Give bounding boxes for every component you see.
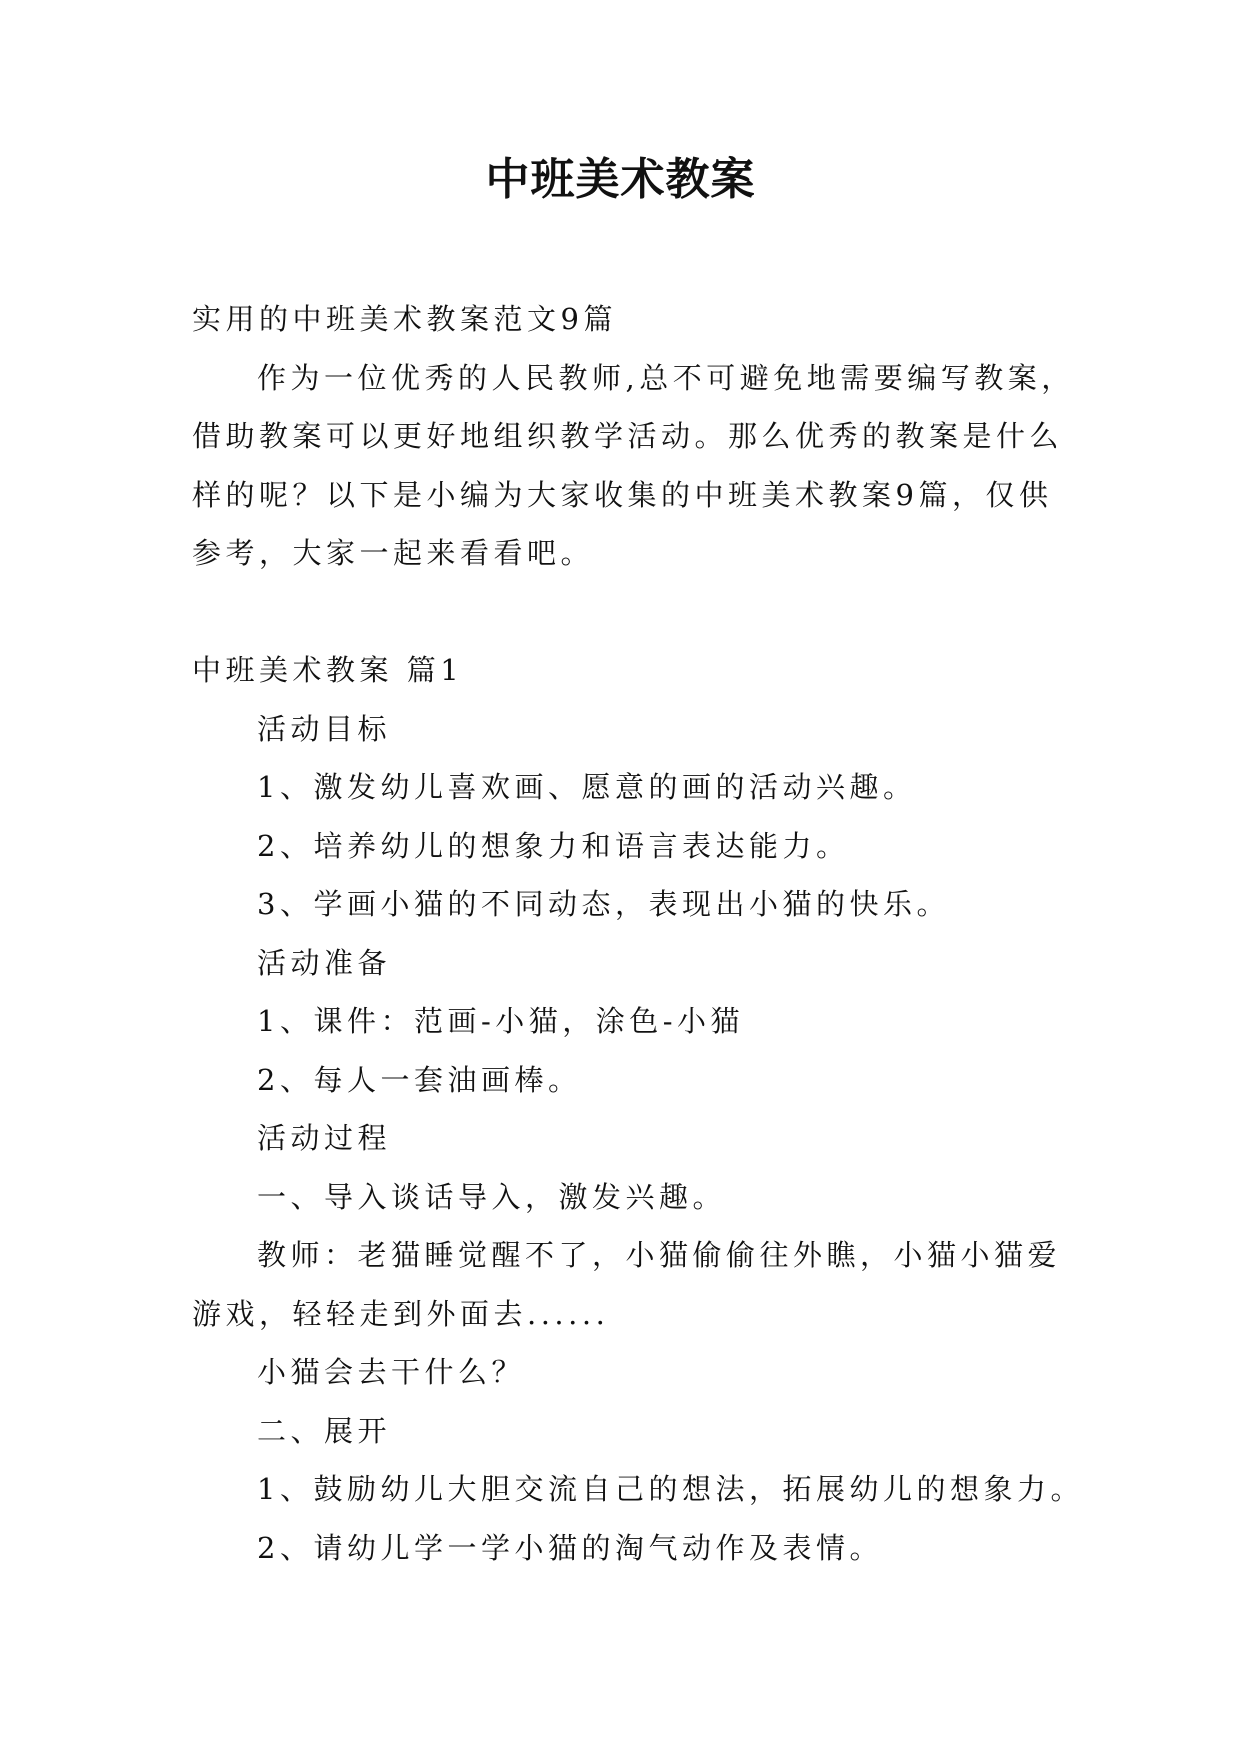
intro-line-1: 作为一位优秀的人民教师,总不可避免地需要编写教案， xyxy=(257,360,1075,395)
intro-line-4: 参考，大家一起来看看吧。 xyxy=(192,536,595,570)
expand-item-2: 2、请幼儿学一学小猫的淘气动作及表情。 xyxy=(257,1530,883,1565)
section-heading: 中班美术教案 篇1 xyxy=(192,653,464,687)
goal-item-3: 3、学画小猫的不同动态，表现出小猫的快乐。 xyxy=(257,887,950,921)
intro-line-2: 借助教案可以更好地组织教学活动。那么优秀的教案是什么 xyxy=(192,419,1064,453)
intro-line-3: 样的呢？以下是小编为大家收集的中班美术教案9篇，仅供 xyxy=(192,477,1053,512)
subtitle: 实用的中班美术教案范文9篇 xyxy=(192,302,617,336)
process-step-1: 一、导入谈话导入，激发兴趣。 xyxy=(257,1179,727,1214)
goal-item-1: 1、激发幼儿喜欢画、愿意的画的活动兴趣。 xyxy=(257,770,917,804)
document-title: 中班美术教案 xyxy=(485,154,756,205)
prep-item-2: 2、每人一套油画棒。 xyxy=(257,1062,582,1097)
process-step-2: 二、展开 xyxy=(257,1413,392,1448)
teacher-line-2: 游戏，轻轻走到外面去...... xyxy=(192,1296,610,1331)
question-line: 小猫会去干什么？ xyxy=(257,1355,526,1389)
prep-heading: 活动准备 xyxy=(257,945,392,980)
process-heading: 活动过程 xyxy=(257,1121,392,1155)
goal-item-2: 2、培养幼儿的想象力和语言表达能力。 xyxy=(257,828,850,863)
paragraph-spacer xyxy=(192,583,1062,642)
prep-item-1: 1、课件：范画-小猫，涂色-小猫 xyxy=(257,1004,745,1038)
goals-heading: 活动目标 xyxy=(257,711,392,746)
teacher-line-1: 教师：老猫睡觉醒不了，小猫偷偷往外瞧，小猫小猫爱 xyxy=(257,1238,1062,1272)
document-body xyxy=(192,290,1084,1577)
expand-item-1: 1、鼓励幼儿大胆交流自己的想法，拓展幼儿的想象力。 xyxy=(257,1472,1084,1506)
